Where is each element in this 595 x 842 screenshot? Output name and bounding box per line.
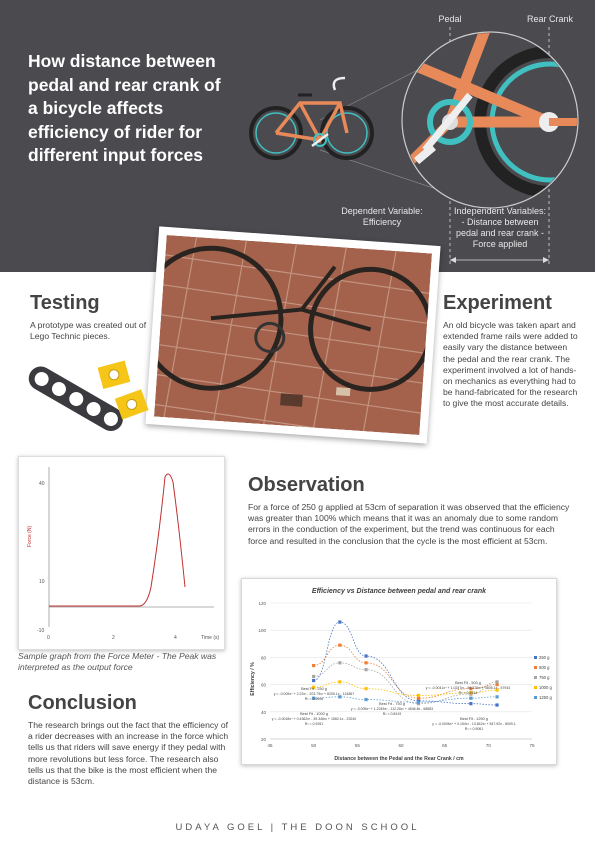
bicycle-photo [145, 226, 440, 443]
testing-text: A prototype was created out of Lego Technic pieces. [30, 320, 147, 342]
data-point [364, 654, 367, 657]
data-point [338, 661, 341, 664]
x-tick-label: 75 [529, 743, 535, 748]
fit-label: Best Fit - 500 g [455, 681, 481, 685]
x-tick-label: 70 [485, 743, 491, 748]
experiment-heading: Experiment [443, 292, 552, 314]
fit-equation: y = -0.009x⁴ + 2.22x³ - 203.79x² + 8205.1x - 124867 [273, 692, 355, 696]
x-tick-label: 45 [267, 743, 273, 748]
sample-graph-ytick: 10 [39, 579, 45, 585]
data-point [417, 701, 420, 704]
legend-label: 1000 g [539, 685, 552, 690]
fit-equation: y = -0.0018x⁴ + 0.4362x³ - 39.346x² + 1560.1x - 23240 [271, 717, 357, 721]
efficiency-chart [242, 579, 556, 764]
observation-heading: Observation [248, 474, 365, 496]
data-point [338, 644, 341, 647]
fit-label: Best Fit - 750 g [379, 702, 405, 706]
fit-label: Best Fit - 250 g [301, 687, 327, 691]
data-point [364, 698, 367, 701]
chart-xlabel: Distance between the Pedal and the Rear Crank / cm [334, 756, 464, 762]
y-tick-label: 120 [258, 601, 266, 606]
fit-label: Best Fit - 1000 g [300, 712, 328, 716]
y-tick-label: 80 [260, 655, 266, 661]
data-point [338, 620, 341, 623]
legend-marker [534, 696, 537, 699]
chart-ylabel: Efficiency / % [250, 662, 256, 696]
x-tick-label: 50 [311, 743, 317, 748]
force-curve [49, 474, 185, 606]
sample-graph-ytick: -10 [37, 628, 45, 634]
y-tick-label: 100 [258, 628, 266, 634]
fit-r-squared: R² = 0.9606 [304, 697, 324, 701]
fit-r-squared: R² = 0.9061 [464, 727, 484, 731]
data-point [364, 668, 367, 671]
sample-graph-xtick: 4 [174, 635, 177, 641]
dependent-variable-label: Dependent Variable: Efficiency [341, 206, 423, 227]
sample-graph-xtick: 0 [47, 635, 50, 641]
data-point [312, 664, 315, 667]
legend-label: 500 g [539, 665, 550, 670]
small-bicycle-icon [251, 78, 372, 158]
pedal-label: Pedal [438, 14, 462, 24]
zoomed-crank-detail [402, 30, 595, 208]
data-point [417, 694, 420, 697]
data-point [495, 703, 498, 706]
sample-graph-xtick: 2 [112, 635, 115, 641]
legend-marker [534, 666, 537, 669]
footer-credit: UDAYA GOEL | THE DOON SCHOOL [175, 822, 420, 833]
y-tick-label: 40 [260, 709, 266, 715]
data-point [364, 687, 367, 690]
fit-r-squared: R² = 0.8419 [382, 712, 402, 716]
legend-marker [534, 656, 537, 659]
y-tick-label: 60 [260, 682, 266, 688]
data-point [495, 695, 498, 698]
data-point [338, 680, 341, 683]
sample-graph-card [18, 456, 225, 650]
fit-r-squared: R² = 0.9251 [304, 722, 324, 726]
fit-label: Best Fit - 1250 g [460, 717, 488, 721]
legend-label: 1250 g [539, 695, 552, 700]
data-point [312, 679, 315, 682]
x-tick-label: 65 [442, 743, 448, 748]
brick-floor-image [154, 235, 432, 435]
lego-pieces-image [28, 360, 158, 440]
sample-graph-ytick: 40 [39, 481, 45, 487]
y-tick-label: 20 [260, 737, 266, 742]
header-banner [0, 0, 595, 272]
legend-label: 750 g [539, 675, 550, 680]
x-tick-label: 55 [354, 743, 360, 748]
data-point [312, 675, 315, 678]
x-tick-label: 60 [398, 743, 404, 748]
fit-equation: y = -0.005x⁴ + 1.2245x³ - 112.26x² + 4546.8x - 68583 [350, 707, 434, 711]
fit-equation: y = -0.0041x⁴ + 1.0247x³ - 94.376x² + 3805.1x - 57943 [425, 686, 511, 690]
sample-force-graph [19, 457, 224, 649]
conclusion-text: The research brings out the fact that the efficiency of a rider decreases with an increase in the force which tells us that riders will save energy if they pedal with more revolutions but less force. The research also tells us that the bike is the most efficient when the distance is 53cm. [28, 720, 229, 787]
fit-equation: y = -0.0006x⁴ + 0.154x³ - 13.842x² + 547.92x - 8009.1 [432, 722, 516, 726]
independent-variables-label: Independent Variables: - Distance between pedal and rear crank - Force applied [454, 206, 546, 249]
data-point [495, 680, 498, 683]
legend-marker [534, 676, 537, 679]
page-title: How distance between pedal and rear crank of a bicycle affects efficiency of rider for different input forces [28, 51, 221, 165]
data-point [469, 697, 472, 700]
efficiency-chart-card [241, 578, 557, 765]
testing-heading: Testing [30, 292, 100, 314]
data-point [364, 661, 367, 664]
fit-r-squared: R² = 0.9514 [458, 691, 478, 695]
legend-label: 250 g [539, 655, 550, 660]
sample-graph-caption: Sample graph from the Force Meter - The Peak was interpreted as the output force [18, 651, 217, 672]
sample-graph-ylabel: Force (N) [27, 525, 33, 547]
legend-marker [534, 686, 537, 689]
sample-graph-xlabel: Time (s) [201, 635, 220, 641]
data-point [469, 702, 472, 705]
experiment-text: An old bicycle was taken apart and extended frame rails were added to easily vary the distance between the pedal and the rear crank. The experiment involved a lot of hands-on mechanics as everything had to be hand-fabricated for the research to give the most accurate details. [443, 320, 578, 409]
conclusion-heading: Conclusion [28, 692, 137, 714]
rear-crank-label: Rear Crank [526, 14, 573, 24]
observation-text: For a force of 250 g applied at 53cm of separation it was observed that the efficiency was greater than 100% which means that it was an anomaly due to some random errors in the conduction of the experiment, but the trend was continuous for each force and resulted in the conclusion that the cycle is the most efficient at 53cm. [248, 502, 570, 546]
chart-title: Efficiency vs Distance between pedal and rear crank [311, 588, 487, 595]
